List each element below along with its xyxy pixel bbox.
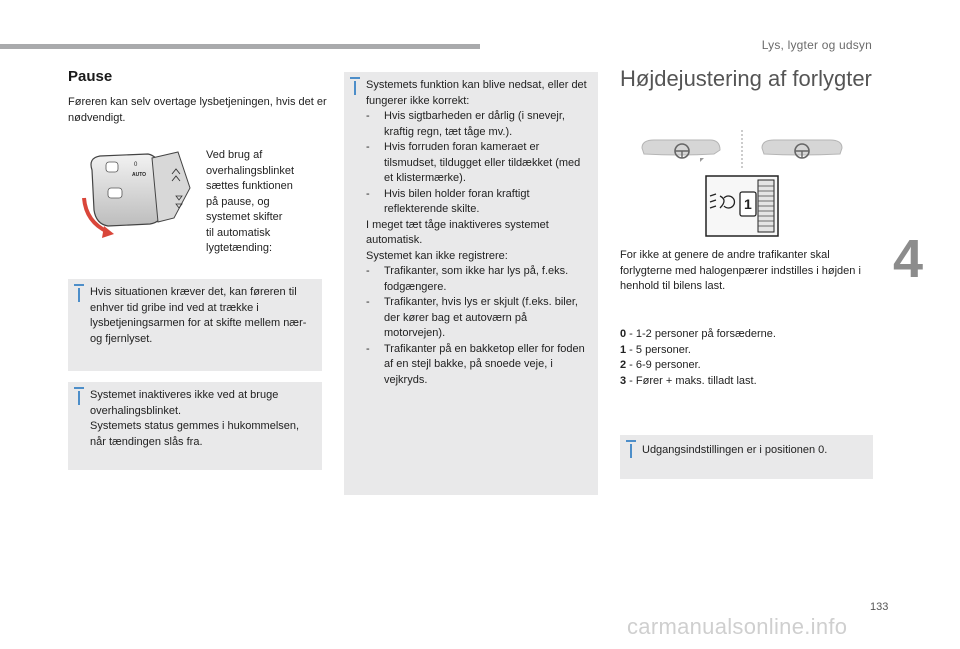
caption-line: sættes funktionen	[206, 180, 293, 192]
info-note-limitations	[344, 72, 598, 495]
cannot-register-text: Systemet kan ikke registrere:	[366, 249, 508, 262]
info-icon	[626, 440, 636, 458]
list-item-text: Hvis bilen holder foran kraftigt reflekterende skilte.	[384, 187, 530, 215]
pause-intro: Føreren kan selv overtage lysbetjeningen, hvis det er nødvendigt.	[68, 96, 327, 124]
note-line: Systemets status gemmes i hukommelsen, når tændingen slås fra.	[90, 420, 300, 448]
watermark: carmanualsonline.info	[627, 614, 848, 639]
section-heading-headlamp-adjustment: Højdejustering af forlygter	[620, 66, 872, 91]
figure-label-auto: AUTO	[132, 172, 147, 178]
info-note-initial-setting	[620, 435, 873, 479]
level-text: - Fører + maks. tilladt last.	[626, 374, 757, 387]
load-level	[620, 374, 865, 390]
chapter-number: 4	[893, 229, 924, 289]
note-text	[90, 388, 312, 450]
figure-caption	[206, 148, 306, 257]
list-item	[366, 109, 588, 140]
level-number: 1	[620, 343, 627, 356]
list-item-text: Trafikanter, hvis lys er skjult (f.eks. biler, der kører bag et autoværn på motorvejen).	[384, 296, 578, 339]
caption-line: lygtetænding:	[206, 242, 273, 254]
list-dash: -	[366, 187, 370, 200]
list-item-text: Trafikanter på en bakketop eller for foden af en stejl bakke, på snoede veje, i vejkryds.	[384, 342, 585, 386]
headlamp-description: For ikke at genere de andre trafikanter skal forlygterne med halogenpærer indstilles i højden i henhold til bilens last.	[620, 249, 861, 292]
list-item	[366, 140, 588, 187]
level-number: 2	[620, 359, 627, 371]
headlamp-adjustment-illustration	[640, 130, 850, 240]
caption-line: Ved brug af	[206, 149, 263, 161]
list-item	[366, 264, 588, 295]
info-icon	[74, 387, 84, 405]
list-dash: -	[366, 342, 370, 355]
load-level	[620, 327, 865, 343]
list-dash: -	[366, 265, 370, 277]
info-note	[68, 279, 322, 371]
list-dash: -	[366, 296, 370, 308]
load-level	[620, 343, 865, 359]
list-item-text: Trafikanter, som ikke har lys på, f.eks. fodgængere.	[384, 265, 569, 293]
list-item	[366, 342, 588, 389]
level-number: 0	[620, 328, 627, 340]
light-stalk-illustration	[78, 148, 203, 248]
caption-line: systemet skifter	[206, 211, 283, 223]
caption-line: overhalingsblinket	[206, 164, 295, 177]
level-text: - 1-2 personer på forsæderne.	[626, 328, 776, 340]
load-levels	[620, 327, 865, 389]
list-dash: -	[366, 110, 370, 122]
list-item-text: Hvis forruden foran kameraet er tilsmudset, tildugget eller tildækket (med et klistermærke).	[384, 141, 581, 184]
info-note	[68, 382, 322, 470]
caption-line: til automatisk	[206, 226, 271, 239]
section-heading-pause: Pause	[68, 68, 113, 85]
level-number: 3	[620, 374, 627, 387]
note-line: Systemet inaktiveres ikke ved at bruge overhalingsblinket.	[90, 389, 279, 417]
list-item	[366, 187, 588, 218]
load-level	[620, 358, 865, 374]
dial-value: 1	[744, 196, 752, 212]
note-text: Hvis situationen kræver det, kan føreren til enhver tid gribe ind ved at trække i lysbetjeningsarmen for at skifte mellem nær- og fjernlyset.	[90, 286, 307, 345]
limitations-intro: Systemets funktion kan blive nedsat, eller det fungerer ikke korrekt:	[366, 79, 587, 107]
level-text: - 6-9 personer.	[626, 359, 701, 371]
info-icon	[350, 77, 360, 95]
header-rule	[0, 44, 480, 49]
note-text	[366, 78, 588, 388]
list-item	[366, 295, 588, 342]
note-text: Udgangsindstillingen er i positionen 0.	[642, 444, 828, 456]
info-icon	[74, 284, 84, 302]
level-text: - 5 personer.	[626, 343, 691, 356]
chapter-title: Lys, lygter og udsyn	[761, 38, 872, 52]
list-dash: -	[366, 141, 370, 153]
page-number: 133	[870, 601, 889, 613]
list-item-text: Hvis sigtbarheden er dårlig (i snevejr, kraftig regn, tæt tåge mv.).	[384, 110, 565, 138]
fog-text: I meget tæt tåge inaktiveres systemet automatisk.	[366, 218, 549, 246]
caption-line: på pause, og	[206, 195, 270, 208]
figure-label-zero: 0	[134, 162, 138, 168]
